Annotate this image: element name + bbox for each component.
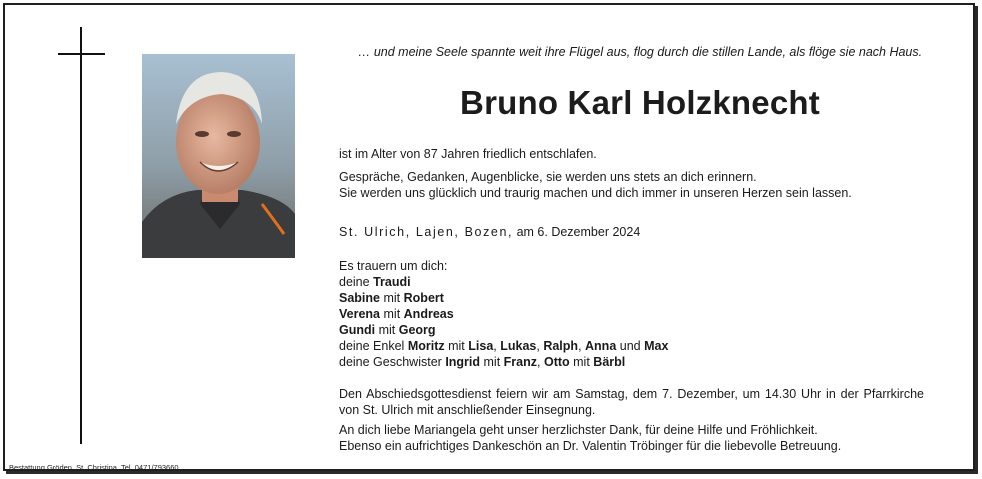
siblings-connector: mit	[483, 355, 501, 369]
siblings-connector: mit	[573, 355, 590, 369]
sibling-name: Bärbl	[593, 355, 626, 369]
sibling-name: Ingrid	[445, 355, 481, 369]
cross-vertical-bar	[80, 27, 82, 444]
child-name: Sabine	[339, 291, 380, 305]
child-name: Gundi	[339, 323, 376, 337]
partner-name: Georg	[398, 323, 436, 337]
mourner-grandchildren: deine Enkel Moritz mit Lisa, Lukas, Ralph, Anna und Max	[339, 339, 669, 353]
couple-connector: mit	[383, 307, 401, 321]
grandchild-name: Moritz	[407, 339, 445, 353]
portrait-illustration	[142, 54, 295, 258]
intro-text: ist im Alter von 87 Jahren friedlich entschlafen.	[339, 147, 597, 161]
grandchildren-connector: mit	[448, 339, 465, 353]
service-text: Den Abschiedsgottesdienst feiern wir am Samstag, dem 7. Dezember, um 14.30 Uhr in der Pfarrkirche von St. Ulrich mit anschließender Einsegnung.	[339, 387, 924, 417]
mourner-couple	[339, 306, 668, 322]
couple-connector: mit	[378, 323, 396, 337]
thanks-block	[339, 422, 841, 454]
siblings-prefix: deine Geschwister	[339, 355, 442, 369]
portrait-photo	[142, 54, 295, 258]
mourner-wife	[339, 274, 668, 290]
grandchild-name: Anna	[585, 339, 617, 353]
memories-block	[339, 169, 852, 201]
wife-prefix: deine	[339, 275, 370, 289]
mourners-block	[339, 258, 668, 370]
memories-line-2: Sie werden uns glücklich und traurig machen und dich immer in unseren Herzen sein lassen.	[339, 186, 852, 200]
mourner-couple	[339, 322, 668, 338]
deceased-name: Bruno Karl Holzknecht	[460, 84, 820, 121]
partner-name: Robert	[403, 291, 444, 305]
grandchild-name: Lisa	[468, 339, 494, 353]
places-text: St. Ulrich, Lajen, Bozen,	[339, 225, 514, 239]
grandchildren-und: und	[619, 339, 641, 353]
thanks-line-2: Ebenso ein aufrichtiges Dankeschön an Dr. Valentin Tröbinger für die liebevolle Betreuung.	[339, 439, 842, 453]
place-date-line	[339, 224, 640, 240]
couple-connector: mit	[383, 291, 401, 305]
quote-text: … und meine Seele spannte weit ihre Flügel aus, flog durch die stillen Lande, als flöge sie nach Haus.	[357, 45, 923, 59]
grandchild-name: Ralph	[543, 339, 579, 353]
wife-name: Traudi	[373, 275, 411, 289]
mourner-siblings: deine Geschwister Ingrid mit Franz, Otto mit Bärbl	[339, 355, 626, 369]
grandchild-name: Lukas	[500, 339, 537, 353]
child-name: Verena	[339, 307, 381, 321]
mourners-heading: Es trauern um dich:	[339, 259, 448, 273]
grandchildren-prefix: deine Enkel	[339, 339, 405, 353]
sibling-name: Otto	[543, 355, 570, 369]
thanks-line-1: An dich liebe Mariangela geht unser herzlichster Dank, für deine Hilfe und Fröhlichkeit.	[339, 423, 818, 437]
memories-line-1: Gespräche, Gedanken, Augenblicke, sie werden uns stets an dich erinnern.	[339, 170, 757, 184]
date-text: am 6. Dezember 2024	[516, 225, 641, 239]
grandchild-name: Max	[644, 339, 669, 353]
sibling-name: Franz	[503, 355, 538, 369]
cross-horizontal-bar	[58, 53, 105, 55]
funeral-home-footer: Bestattung Gröden, St. Christina, Tel. 0471/793660	[9, 463, 179, 472]
mourner-couple	[339, 290, 668, 306]
partner-name: Andreas	[403, 307, 454, 321]
